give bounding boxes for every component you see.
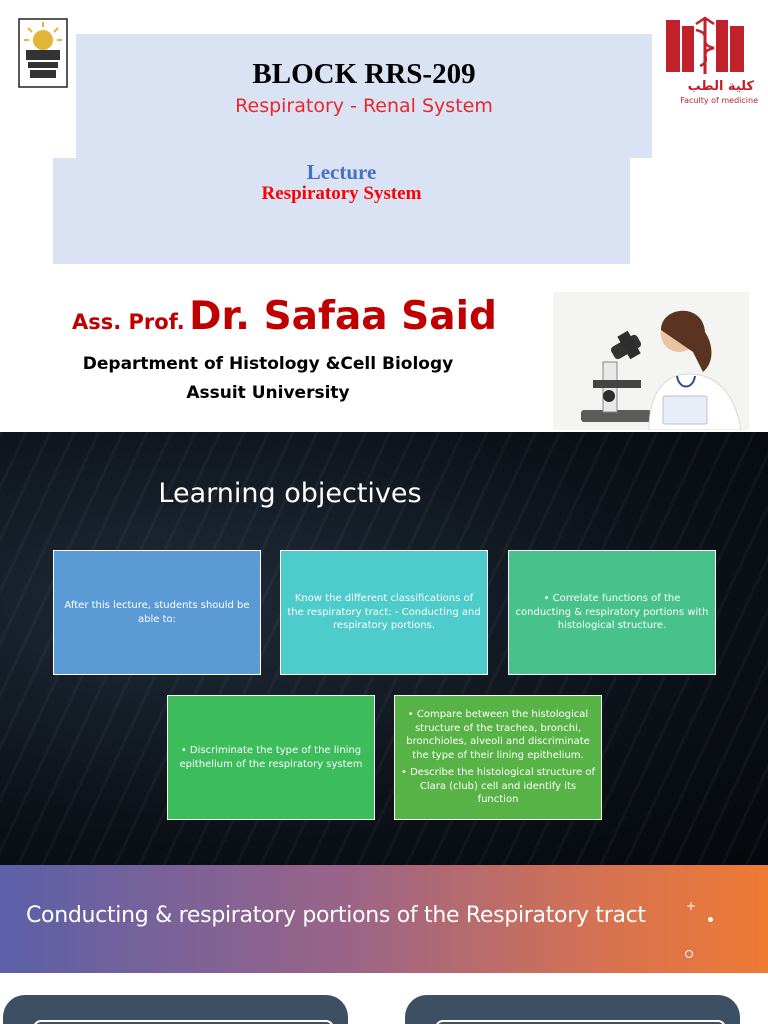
- author-prefix: Ass. Prof.: [72, 310, 185, 334]
- objective-box-4: [167, 695, 375, 820]
- objective-text: • Describe the histological structure of Clara (club) cell and identify its function: [401, 767, 595, 806]
- objective-text: Know the different classifications of the respiratory tract: - Conducting and respiratory portions.: [287, 593, 481, 632]
- plus-decoration-icon: +: [686, 899, 697, 913]
- objective-text: • Discriminate the type of the lining epithelium of the respiratory system: [179, 745, 363, 770]
- department: Department of Histology &Cell Biology: [82, 354, 454, 374]
- panel-right: [405, 995, 740, 1024]
- circle-decoration-icon: [685, 950, 693, 958]
- section-title: Conducting & respiratory portions of the Respiratory tract: [26, 903, 646, 928]
- title-slide: [0, 0, 768, 432]
- svg-text:كلية الطب: كلية الطب: [687, 79, 754, 94]
- lecture-label: Lecture: [306, 160, 377, 184]
- dot-decoration-icon: [708, 917, 713, 922]
- author: [72, 294, 497, 339]
- panel-left: [3, 995, 348, 1024]
- microscope-scientist-image: [553, 292, 749, 430]
- author-name: Dr. Safaa Said: [189, 294, 497, 339]
- objective-box-1: [53, 550, 261, 675]
- block-subtitle: Respiratory - Renal System: [235, 95, 493, 117]
- faculty-logo-text: Faculty of medicine: [680, 96, 758, 105]
- objective-text: After this lecture, students should be able to:: [64, 600, 250, 625]
- learning-objectives-slide: [0, 432, 768, 865]
- section-title-slide: [0, 865, 768, 973]
- objective-text: • Compare between the histological structure of the trachea, bronchi, bronchioles, alveoli and discriminate the type of their lining epithelium.: [406, 709, 590, 761]
- lecture-topic: Respiratory System: [261, 183, 422, 204]
- learning-objectives-title: Learning objectives: [158, 478, 422, 509]
- faculty-of-medicine-logo: [652, 4, 766, 110]
- objective-box-5: [394, 695, 602, 820]
- next-slide-partial: [0, 973, 768, 1024]
- objective-text: • Correlate functions of the conducting & respiratory portions with histological structure.: [515, 593, 709, 632]
- assiut-university-logo: [18, 18, 68, 88]
- objective-box-2: [280, 550, 488, 675]
- block-title: BLOCK RRS-209: [252, 58, 476, 90]
- objective-box-3: [508, 550, 716, 675]
- university: Assuit University: [186, 383, 350, 403]
